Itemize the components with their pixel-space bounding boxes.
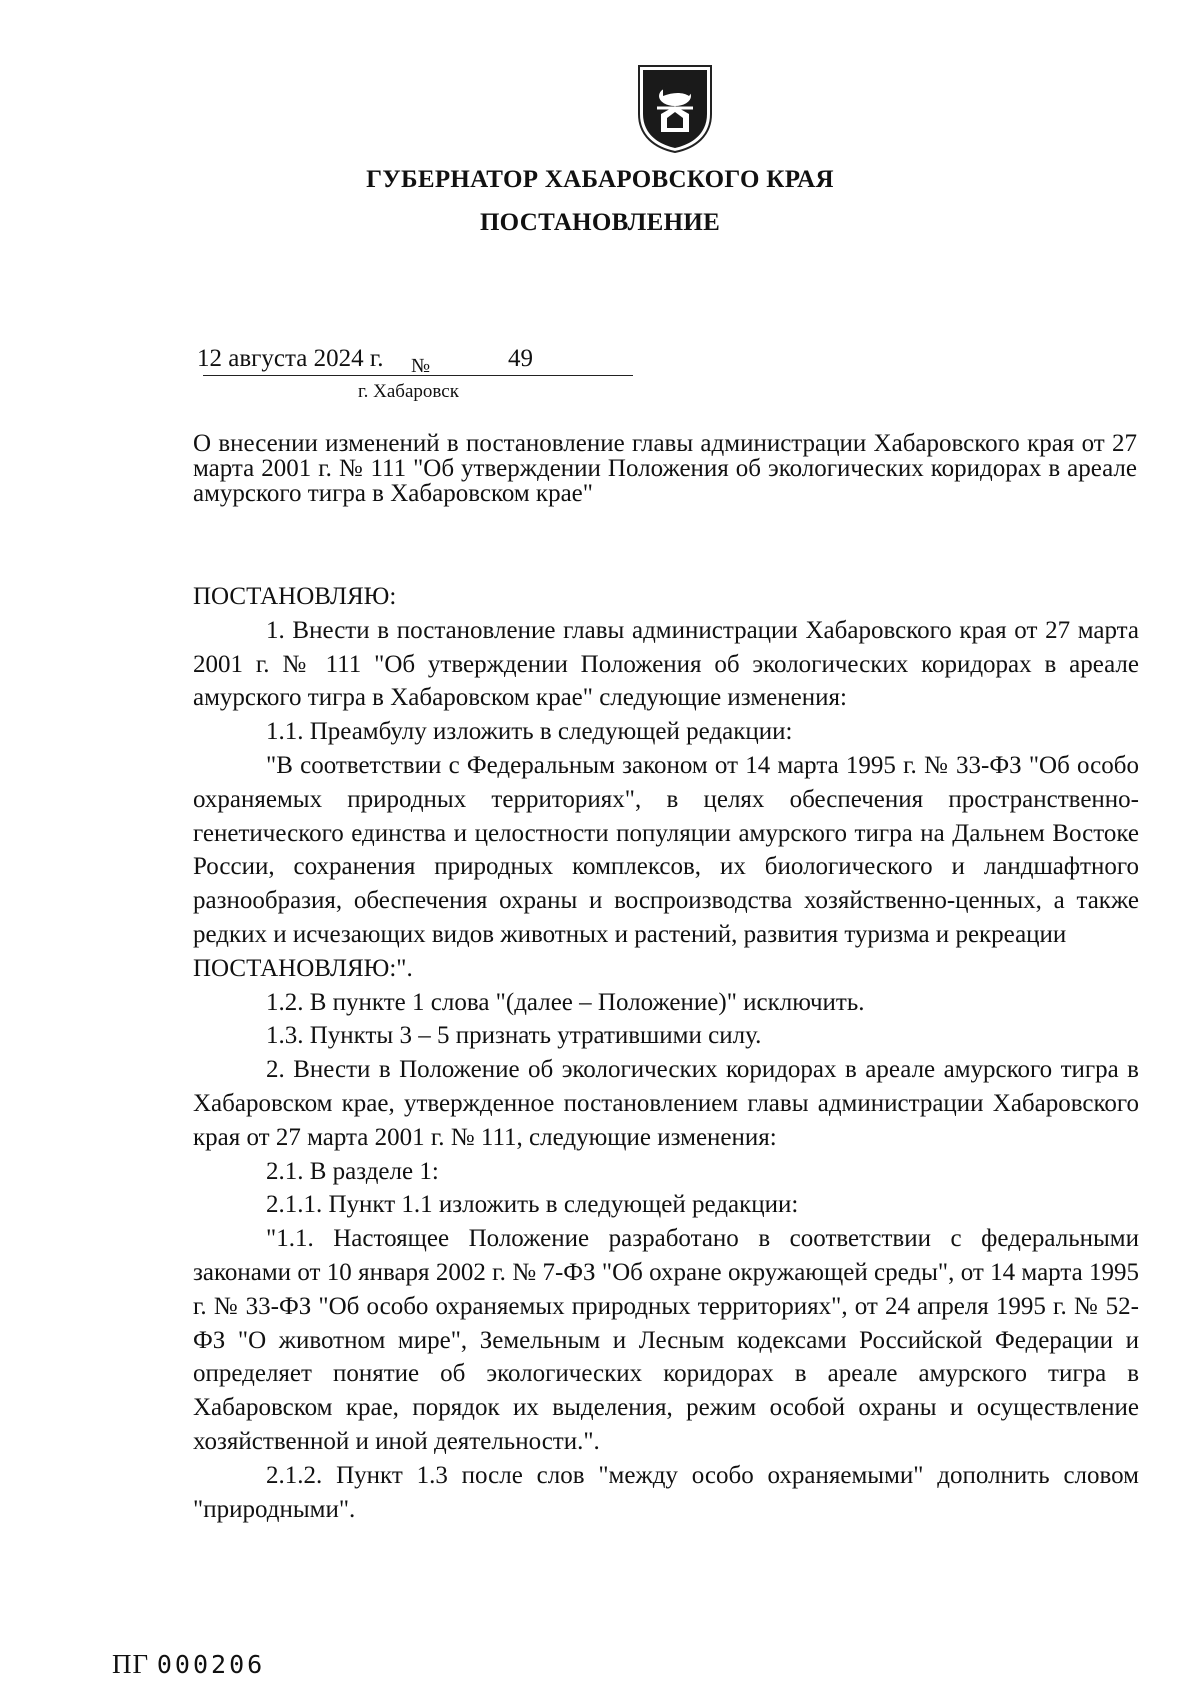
document-type-heading: ПОСТАНОВЛЕНИЕ: [479, 209, 721, 236]
issuer-heading: ГУБЕРНАТОР ХАБАРОВСКОГО КРАЯ: [366, 166, 834, 193]
document-date: 12 августа 2024 г.: [197, 345, 384, 372]
coat-of-arms-emblem: [633, 62, 717, 154]
preamble-quote-end: ПОСТАНОВЛЯЮ:".: [193, 954, 413, 982]
paragraph-2-1-2: 2.1.2. Пункт 1.3 после слов "между особо охраняемыми" дополнить словом "природными".: [193, 1461, 1139, 1523]
preamble-quote: "В соответствии с Федеральным законом от 14 марта 1995 г. № 33-ФЗ "Об особо охраняемых природных территориях", в целях обеспечения пространственно-генетического единства и целостности популяции амурского тигра на Дальнем Востоке России, сохранения природных комплексов, их биологического и ландшафтного разнообразия, обеспечения охраны и воспроизводства хозяйственно-ценных, а также редких и исчезающих видов животных и растений, развития туризма и рекреации: [193, 751, 1139, 948]
document-number: 49: [508, 345, 533, 372]
number-sign: №: [411, 355, 431, 377]
paragraph-1-1: 1.1. Преамбулу изложить в следующей редакции:: [266, 718, 793, 746]
paragraph-1-3: 1.3. Пункты 3 – 5 признать утратившими силу.: [266, 1022, 762, 1050]
form-serial-number: 000206: [156, 1650, 266, 1679]
document-title: О внесении изменений в постановление главы администрации Хабаровского края от 27 марта 2001 г. № 111 "Об утверждении Положения об экологических коридорах в ареале амурского тигра в Хабаровском крае": [193, 430, 1137, 507]
paragraph-1-1-quote: "1.1. Настоящее Положение разработано в соответствии с федеральными законами от 10 января 2002 г. № 7-ФЗ "Об охране окружающей среды", от 14 марта 1995 г. № 33-ФЗ "Об особо охраняемых природных территориях", от 24 апреля 1995 г. № 52-ФЗ "О животном мире", Земельным и Лесным кодексами Российской Федерации и определяет понятие об экологических коридорах в ареале амурского тигра в Хабаровском крае, порядок их выделения, режим особой охраны и осуществление хозяйственной и иной деятельности.".: [193, 1225, 1139, 1455]
document-body: [193, 580, 1139, 1526]
paragraph-2: 2. Внести в Положение об экологических коридорах в ареале амурского тигра в Хабаровском крае, утвержденное постановлением главы администрации Хабаровского края от 27 марта 2001 г. № 111, следующие изменения:: [193, 1056, 1139, 1151]
paragraph-2-1: 2.1. В разделе 1:: [266, 1157, 439, 1185]
paragraph-1-2: 1.2. В пункте 1 слова "(далее – Положение)" исключить.: [266, 988, 865, 1016]
resolve-heading: ПОСТАНОВЛЯЮ:: [193, 583, 397, 610]
paragraph-1: 1. Внести в постановление главы администрации Хабаровского края от 27 марта 2001 г. № 111 "Об утверждении Положения об экологических коридорах в ареале амурского тигра в Хабаровском крае" следующие изменения:: [193, 616, 1139, 712]
date-number-underline: [203, 375, 633, 376]
form-series: ПГ: [112, 1649, 150, 1679]
document-city: г. Хабаровск: [358, 381, 459, 402]
form-serial-stamp: [112, 1649, 265, 1680]
paragraph-2-1-1: 2.1.1. Пункт 1.1 изложить в следующей редакции:: [266, 1191, 799, 1219]
